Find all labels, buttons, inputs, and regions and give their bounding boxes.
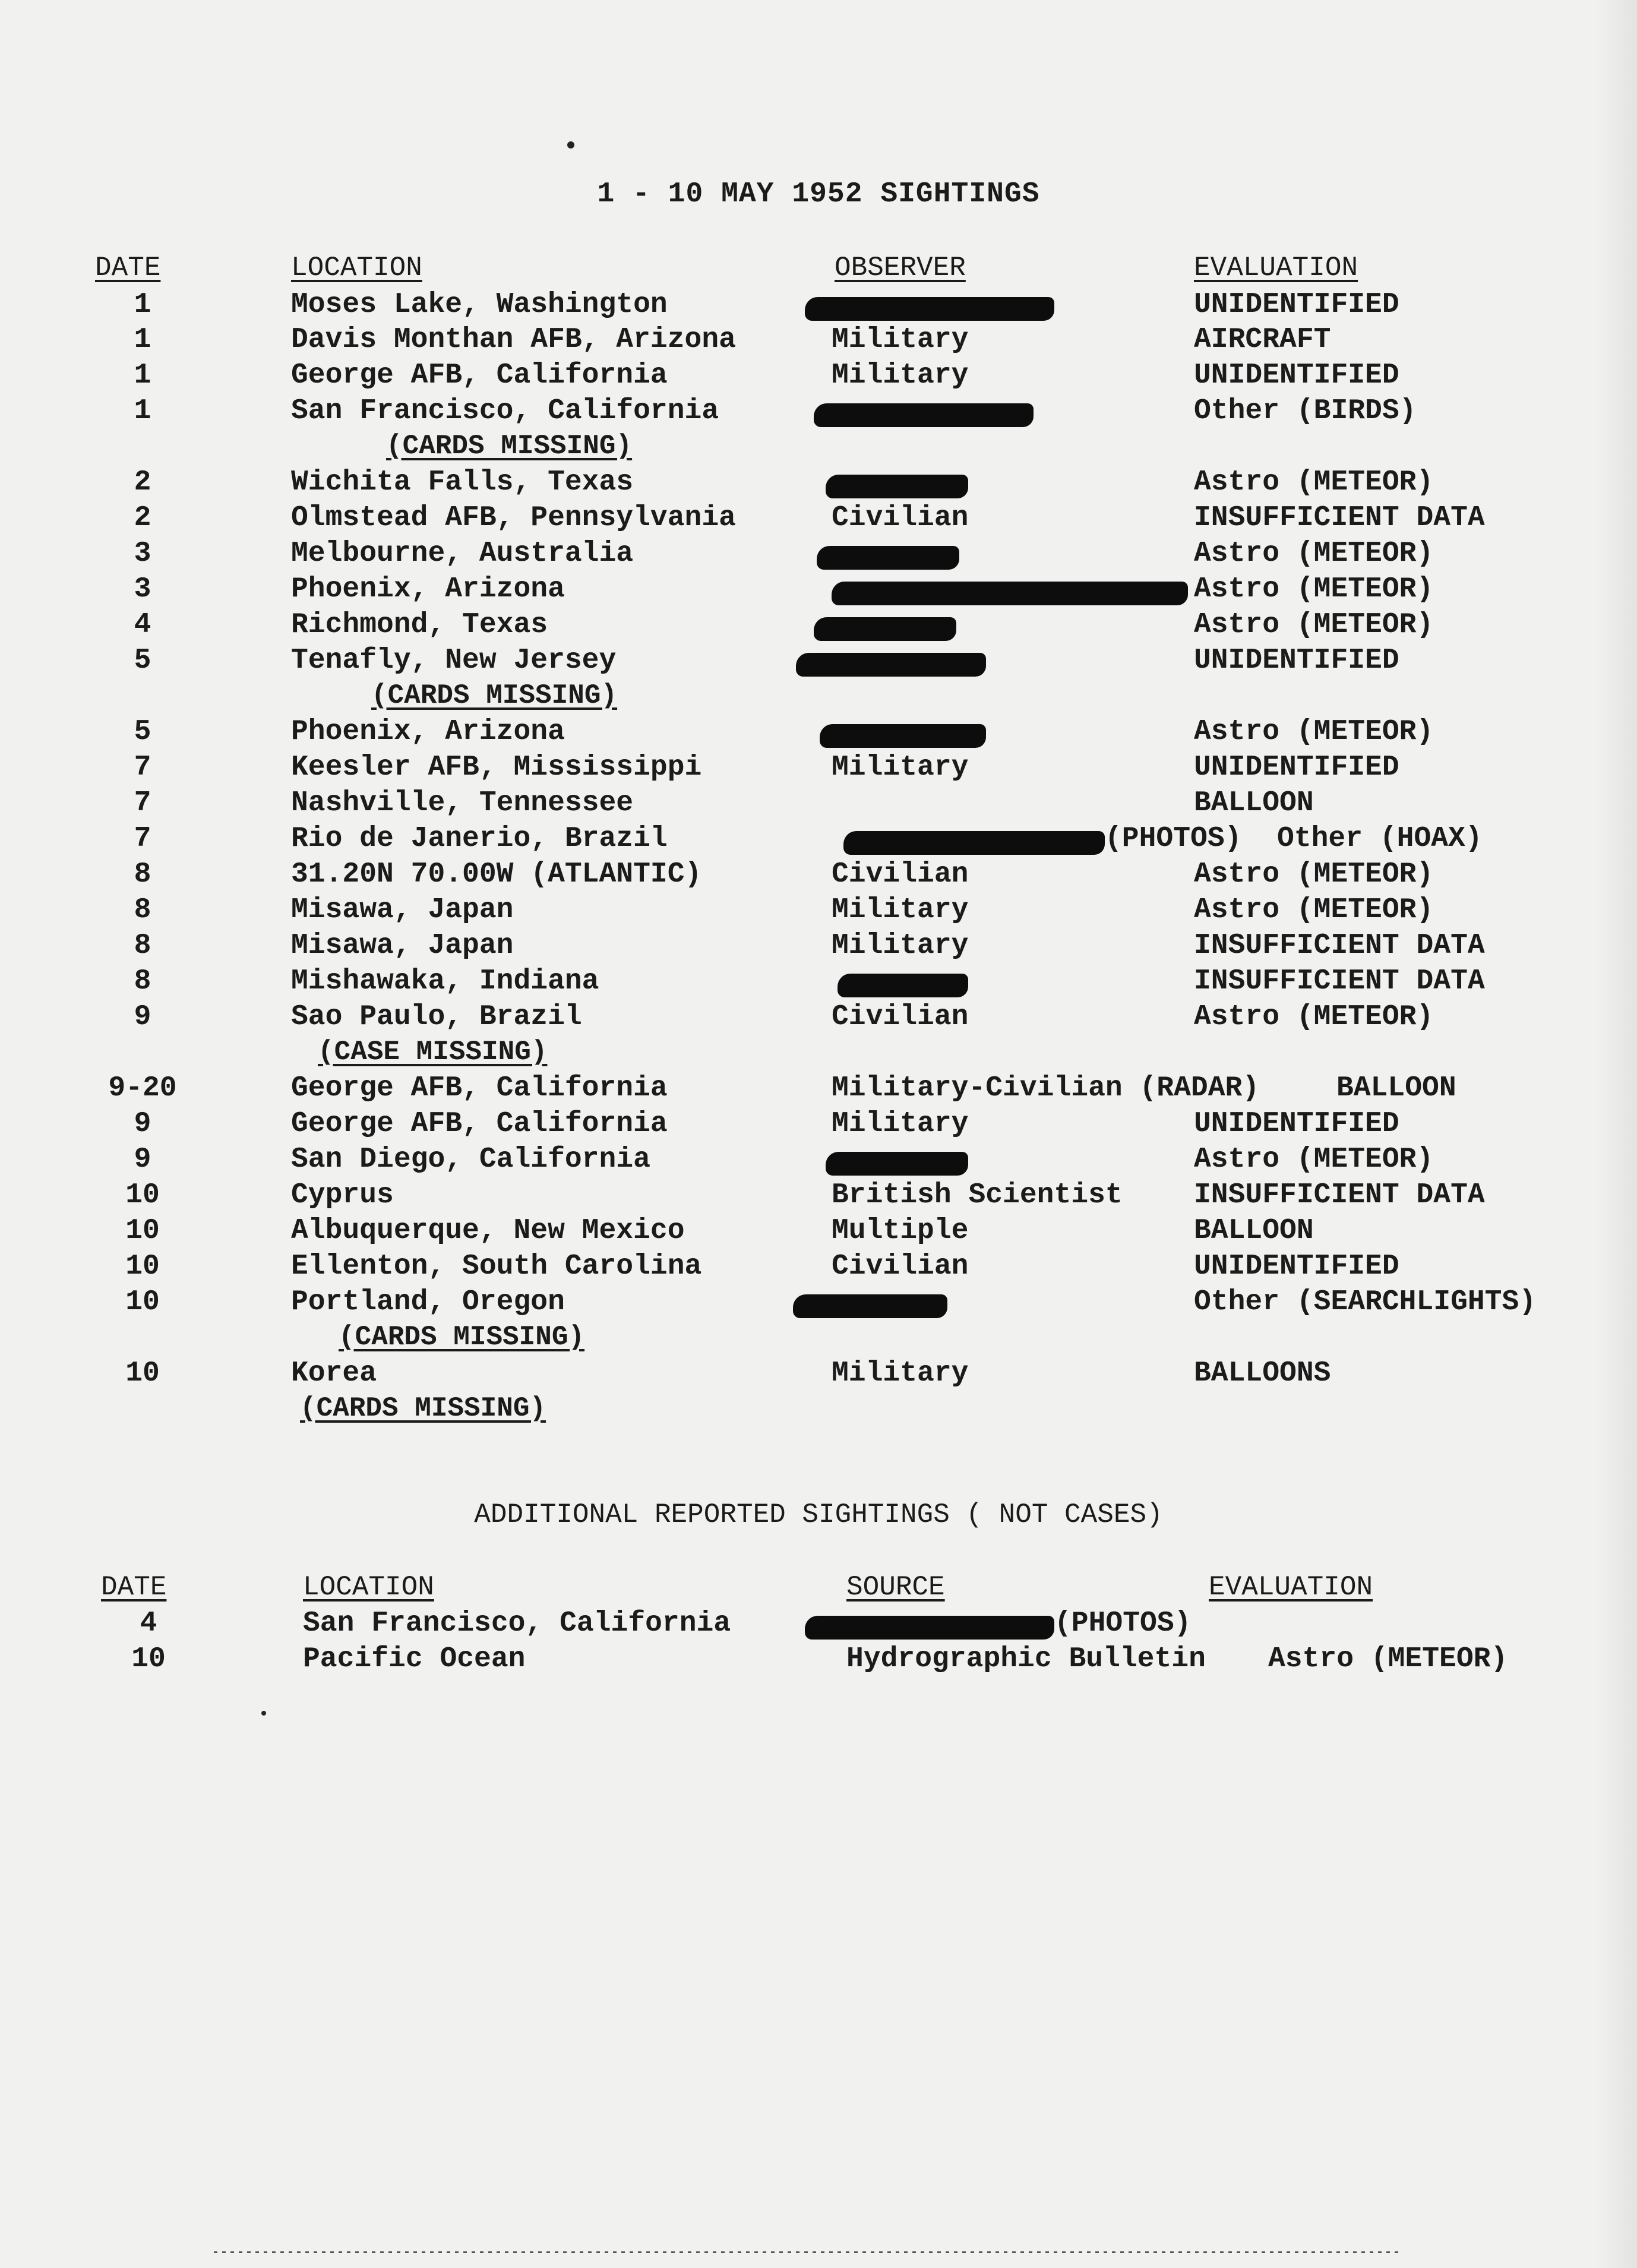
date-cell: 10 (125, 1179, 160, 1211)
evaluation-cell: UNIDENTIFIED (1194, 359, 1399, 391)
date-cell: 2 (134, 466, 151, 498)
date-cell: 9 (134, 1001, 151, 1033)
table-row (0, 858, 1637, 894)
location-cell: Phoenix, Arizona (291, 573, 565, 605)
location-cell: Tenafly, New Jersey (291, 645, 617, 677)
date-cell: 7 (134, 787, 151, 819)
location-cell: Ellenton, South Carolina (291, 1250, 702, 1283)
observer-cell: Military (832, 359, 969, 391)
table-row (0, 1357, 1637, 1393)
redaction-bar (826, 475, 968, 498)
note-row (0, 1037, 1637, 1072)
evaluation-cell: INSUFFICIENT DATA (1194, 1179, 1485, 1211)
evaluation-cell: Astro (METEOR) (1194, 609, 1434, 641)
table-row (0, 751, 1637, 787)
note-row (0, 1322, 1637, 1357)
observer-cell: Civilian (832, 1001, 969, 1033)
header-evaluation: EVALUATION (1194, 252, 1358, 283)
table-row (0, 324, 1637, 359)
note-row (0, 1393, 1637, 1429)
scan-speck (261, 1711, 266, 1716)
date-cell: 9-20 (108, 1072, 177, 1104)
location-cell: Nashville, Tennessee (291, 787, 634, 819)
location-cell: Rio de Janerio, Brazil (291, 823, 668, 855)
evaluation-cell: UNIDENTIFIED (1194, 645, 1399, 677)
location-cell: Keesler AFB, Mississippi (291, 751, 702, 784)
additional-header-evaluation: EVALUATION (1209, 1572, 1373, 1603)
additional-section-title: ADDITIONAL REPORTED SIGHTINGS ( NOT CASES) (474, 1499, 1163, 1530)
redaction-bar (817, 546, 959, 570)
observer-cell: Multiple (832, 1215, 969, 1247)
location-cell: Moses Lake, Washington (291, 289, 668, 321)
table-row (0, 1250, 1637, 1286)
location-cell: George AFB, California (291, 1072, 668, 1104)
location-cell: Mishawaka, Indiana (291, 965, 599, 997)
redaction-bar (793, 1294, 947, 1318)
evaluation-cell: Astro (METEOR) (1194, 466, 1434, 498)
date-cell: 10 (125, 1357, 160, 1389)
redaction-bar (814, 403, 1034, 427)
location-cell: Wichita Falls, Texas (291, 466, 634, 498)
evaluation-cell: INSUFFICIENT DATA (1194, 930, 1485, 962)
observer-cell: Military-Civilian (RADAR) (832, 1072, 1260, 1104)
redaction-bar (832, 582, 1188, 605)
evaluation-cell: Astro (METEOR) (1194, 1144, 1434, 1176)
date-cell: 4 (134, 609, 151, 641)
redaction-bar (796, 653, 986, 677)
observer-cell: Civilian (832, 858, 969, 890)
evaluation-cell: Astro (METEOR) (1194, 573, 1434, 605)
location-cell: Phoenix, Arizona (291, 716, 565, 748)
location-cell: Albuquerque, New Mexico (291, 1215, 685, 1247)
location-cell: Davis Monthan AFB, Arizona (291, 324, 736, 356)
date-cell: 8 (134, 930, 151, 962)
note-row (0, 680, 1637, 716)
date-cell: 5 (134, 716, 151, 748)
location-cell: San Francisco, California (291, 395, 719, 427)
date-cell: 1 (134, 359, 151, 391)
additional-header-source: SOURCE (846, 1572, 945, 1603)
observer-cell: Military (832, 930, 969, 962)
additional-row (0, 1643, 1637, 1679)
location-cell: Portland, Oregon (291, 1286, 565, 1318)
date-cell: 4 (140, 1607, 157, 1640)
evaluation-cell: Other (HOAX) (1277, 823, 1483, 855)
location-cell: Melbourne, Australia (291, 538, 634, 570)
observer-cell: Military (832, 1108, 969, 1140)
evaluation-cell: BALLOON (1194, 1215, 1314, 1247)
date-cell: 9 (134, 1144, 151, 1176)
table-row (0, 823, 1637, 858)
table-row (0, 609, 1637, 645)
table-row (0, 466, 1637, 502)
table-row (0, 1179, 1637, 1215)
missing-note: (CARDS MISSING) (371, 680, 618, 711)
header-location: LOCATION (291, 252, 422, 283)
table-row (0, 930, 1637, 965)
source-cell: Hydrographic Bulletin (846, 1643, 1206, 1675)
table-row (0, 716, 1637, 751)
table-row (0, 359, 1637, 395)
table-row (0, 538, 1637, 573)
evaluation-cell: Astro (METEOR) (1268, 1643, 1508, 1675)
table-row (0, 502, 1637, 538)
location-cell: San Diego, California (291, 1144, 650, 1176)
table-row (0, 395, 1637, 431)
observer-cell: Military (832, 1357, 969, 1389)
evaluation-cell: BALLOON (1194, 787, 1314, 819)
evaluation-cell: UNIDENTIFIED (1194, 1108, 1399, 1140)
redaction-bar (820, 724, 986, 748)
date-cell: 3 (134, 538, 151, 570)
table-row (0, 1215, 1637, 1250)
date-cell: 7 (134, 823, 151, 855)
location-cell: Misawa, Japan (291, 894, 514, 926)
date-cell: 2 (134, 502, 151, 534)
location-cell: Sao Paulo, Brazil (291, 1001, 582, 1033)
evaluation-cell: AIRCRAFT (1194, 324, 1331, 356)
location-cell: Pacific Ocean (303, 1643, 526, 1675)
date-cell: 1 (134, 324, 151, 356)
missing-note: (CARDS MISSING) (300, 1393, 546, 1424)
table-row (0, 645, 1637, 680)
table-row (0, 289, 1637, 324)
evaluation-cell: UNIDENTIFIED (1194, 751, 1399, 784)
missing-note: (CARDS MISSING) (339, 1322, 585, 1353)
table-row (0, 1144, 1637, 1179)
date-cell: 3 (134, 573, 151, 605)
redaction-bar (843, 831, 1105, 855)
scan-bottom-edge (214, 2251, 1402, 2253)
evaluation-cell: BALLOON (1336, 1072, 1456, 1104)
observer-cell: Civilian (832, 502, 969, 534)
source-cell: (PHOTOS) (1054, 1607, 1192, 1640)
observer-cell: Civilian (832, 1250, 969, 1283)
location-cell: George AFB, California (291, 1108, 668, 1140)
location-cell: George AFB, California (291, 359, 668, 391)
table-row (0, 573, 1637, 609)
evaluation-cell: Astro (METEOR) (1194, 894, 1434, 926)
evaluation-cell: Other (SEARCHLIGHTS) (1194, 1286, 1537, 1318)
location-cell: Olmstead AFB, Pennsylvania (291, 502, 736, 534)
additional-row (0, 1607, 1637, 1643)
date-cell: 10 (125, 1250, 160, 1283)
table-row (0, 894, 1637, 930)
observer-cell: Military (832, 324, 969, 356)
table-row (0, 965, 1637, 1001)
missing-note: (CARDS MISSING) (386, 431, 633, 462)
date-cell: 8 (134, 858, 151, 890)
page-title: 1 - 10 MAY 1952 SIGHTINGS (597, 178, 1040, 210)
evaluation-cell: Astro (METEOR) (1194, 858, 1434, 890)
additional-header-date: DATE (101, 1572, 167, 1603)
additional-header-location: LOCATION (303, 1572, 434, 1603)
evaluation-cell: Astro (METEOR) (1194, 538, 1434, 570)
evaluation-cell: BALLOONS (1194, 1357, 1331, 1389)
redaction-bar (814, 617, 956, 641)
date-cell: 10 (131, 1643, 166, 1675)
scan-speck (567, 141, 574, 149)
date-cell: 5 (134, 645, 151, 677)
redaction-bar (826, 1152, 968, 1176)
date-cell: 9 (134, 1108, 151, 1140)
redaction-bar (838, 974, 968, 997)
evaluation-cell: UNIDENTIFIED (1194, 1250, 1399, 1283)
table-row (0, 1072, 1637, 1108)
evaluation-cell: INSUFFICIENT DATA (1194, 502, 1485, 534)
table-row (0, 1108, 1637, 1144)
date-cell: 1 (134, 395, 151, 427)
redaction-bar (805, 297, 1054, 321)
date-cell: 8 (134, 894, 151, 926)
header-date: DATE (95, 252, 161, 283)
date-cell: 1 (134, 289, 151, 321)
missing-note: (CASE MISSING) (318, 1037, 548, 1067)
evaluation-cell: INSUFFICIENT DATA (1194, 965, 1485, 997)
table-row (0, 1286, 1637, 1322)
date-cell: 10 (125, 1286, 160, 1318)
location-cell: Cyprus (291, 1179, 394, 1211)
evaluation-cell: Astro (METEOR) (1194, 716, 1434, 748)
location-cell: San Francisco, California (303, 1607, 731, 1640)
header-observer: OBSERVER (835, 252, 966, 283)
date-cell: 10 (125, 1215, 160, 1247)
observer-cell: Military (832, 894, 969, 926)
location-cell: Misawa, Japan (291, 930, 514, 962)
observer-cell: British Scientist (832, 1179, 1123, 1211)
date-cell: 7 (134, 751, 151, 784)
table-row (0, 787, 1637, 823)
redaction-bar (805, 1616, 1054, 1640)
location-cell: Korea (291, 1357, 377, 1389)
evaluation-cell: UNIDENTIFIED (1194, 289, 1399, 321)
evaluation-cell: Other (BIRDS) (1194, 395, 1417, 427)
evaluation-cell: Astro (METEOR) (1194, 1001, 1434, 1033)
observer-cell: Military (832, 751, 969, 784)
observer-cell: (PHOTOS) (1105, 823, 1242, 855)
location-cell: 31.20N 70.00W (ATLANTIC) (291, 858, 702, 890)
table-row (0, 1001, 1637, 1037)
location-cell: Richmond, Texas (291, 609, 548, 641)
note-row (0, 431, 1637, 466)
date-cell: 8 (134, 965, 151, 997)
